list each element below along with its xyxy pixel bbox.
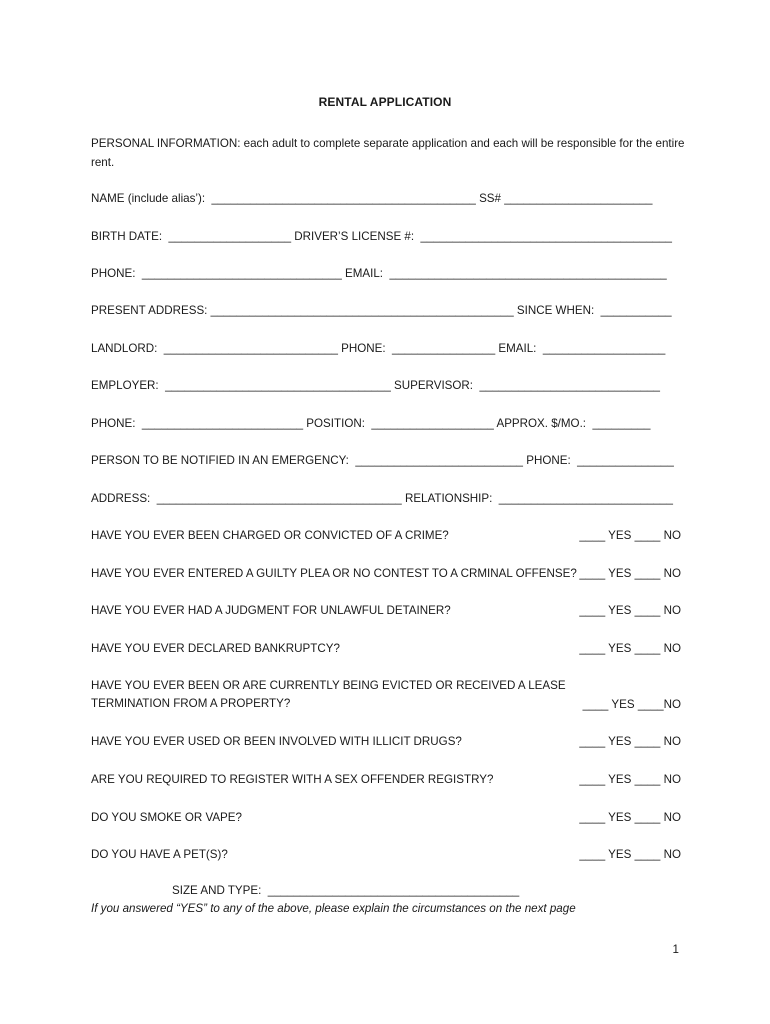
document-title: RENTAL APPLICATION: [318, 95, 452, 109]
yes-no-answer[interactable]: ____ YES ____ NO: [579, 604, 681, 617]
field-present-address[interactable]: PRESENT ADDRESS: _______________________________________________ SINCE WHEN: ___________: [91, 304, 672, 317]
yes-no-answer[interactable]: ____ YES ____ NO: [579, 567, 681, 580]
question-text: DO YOU SMOKE OR VAPE?: [91, 811, 242, 824]
question-text: HAVE YOU EVER DECLARED BANKRUPTCY?: [91, 642, 340, 655]
yes-no-answer[interactable]: ____ YES ____ NO: [579, 529, 681, 542]
question-text: HAVE YOU EVER USED OR BEEN INVOLVED WITH ILLICIT DRUGS?: [91, 735, 462, 748]
question-text: ARE YOU REQUIRED TO REGISTER WITH A SEX OFFENDER REGISTRY?: [91, 773, 494, 786]
yes-no-answer[interactable]: ____ YES ____ NO: [579, 735, 681, 748]
field-emergency-contact[interactable]: PERSON TO BE NOTIFIED IN AN EMERGENCY: __________________________ PHONE: _______________: [91, 454, 674, 467]
yes-no-answer[interactable]: ____ YES ____ NO: [579, 811, 681, 824]
page-number: 1: [672, 943, 679, 956]
yes-no-answer[interactable]: ____ YES ____NO: [582, 698, 681, 711]
field-emergency-address[interactable]: ADDRESS: ______________________________________ RELATIONSHIP: ___________________________: [91, 492, 673, 505]
field-phone-email[interactable]: PHONE: _______________________________ EMAIL: ___________________________________________: [91, 267, 667, 280]
question-text: HAVE YOU EVER HAD A JUDGMENT FOR UNLAWFUL DETAINER?: [91, 604, 451, 617]
yes-no-answer[interactable]: ____ YES ____ NO: [579, 848, 681, 861]
yes-no-answer[interactable]: ____ YES ____ NO: [579, 642, 681, 655]
yes-no-answer[interactable]: ____ YES ____ NO: [579, 773, 681, 786]
field-landlord[interactable]: LANDLORD: ___________________________ PHONE: ________________ EMAIL: ___________________: [91, 342, 666, 355]
question-text: HAVE YOU EVER BEEN OR ARE CURRENTLY BEING EVICTED OR RECEIVED A LEASE TERMINATION FROM A PROPERTY?: [91, 679, 566, 710]
question-text: HAVE YOU EVER ENTERED A GUILTY PLEA OR NO CONTEST TO A CRMINAL OFFENSE?: [91, 567, 577, 580]
field-pet-size-type[interactable]: SIZE AND TYPE: _______________________________________: [172, 884, 520, 897]
field-birthdate-license[interactable]: BIRTH DATE: ___________________ DRIVER’S LICENSE #: _______________________________________: [91, 230, 672, 243]
intro-text: PERSONAL INFORMATION: each adult to complete separate application and each will be responsible for the entire rent.: [91, 137, 685, 169]
field-employer[interactable]: EMPLOYER: ___________________________________ SUPERVISOR: ____________________________: [91, 379, 661, 392]
field-name-ss[interactable]: NAME (include alias’): _________________________________________ SS# _______________________: [91, 192, 653, 205]
question-text: DO YOU HAVE A PET(S)?: [91, 848, 228, 861]
field-employer-phone[interactable]: PHONE: _________________________ POSITION: ___________________ APPROX. $/MO.: _________: [91, 417, 651, 430]
explanation-note: If you answered “YES” to any of the above, please explain the circumstances on the next page: [91, 902, 576, 915]
question-text: HAVE YOU EVER BEEN CHARGED OR CONVICTED OF A CRIME?: [91, 529, 449, 542]
